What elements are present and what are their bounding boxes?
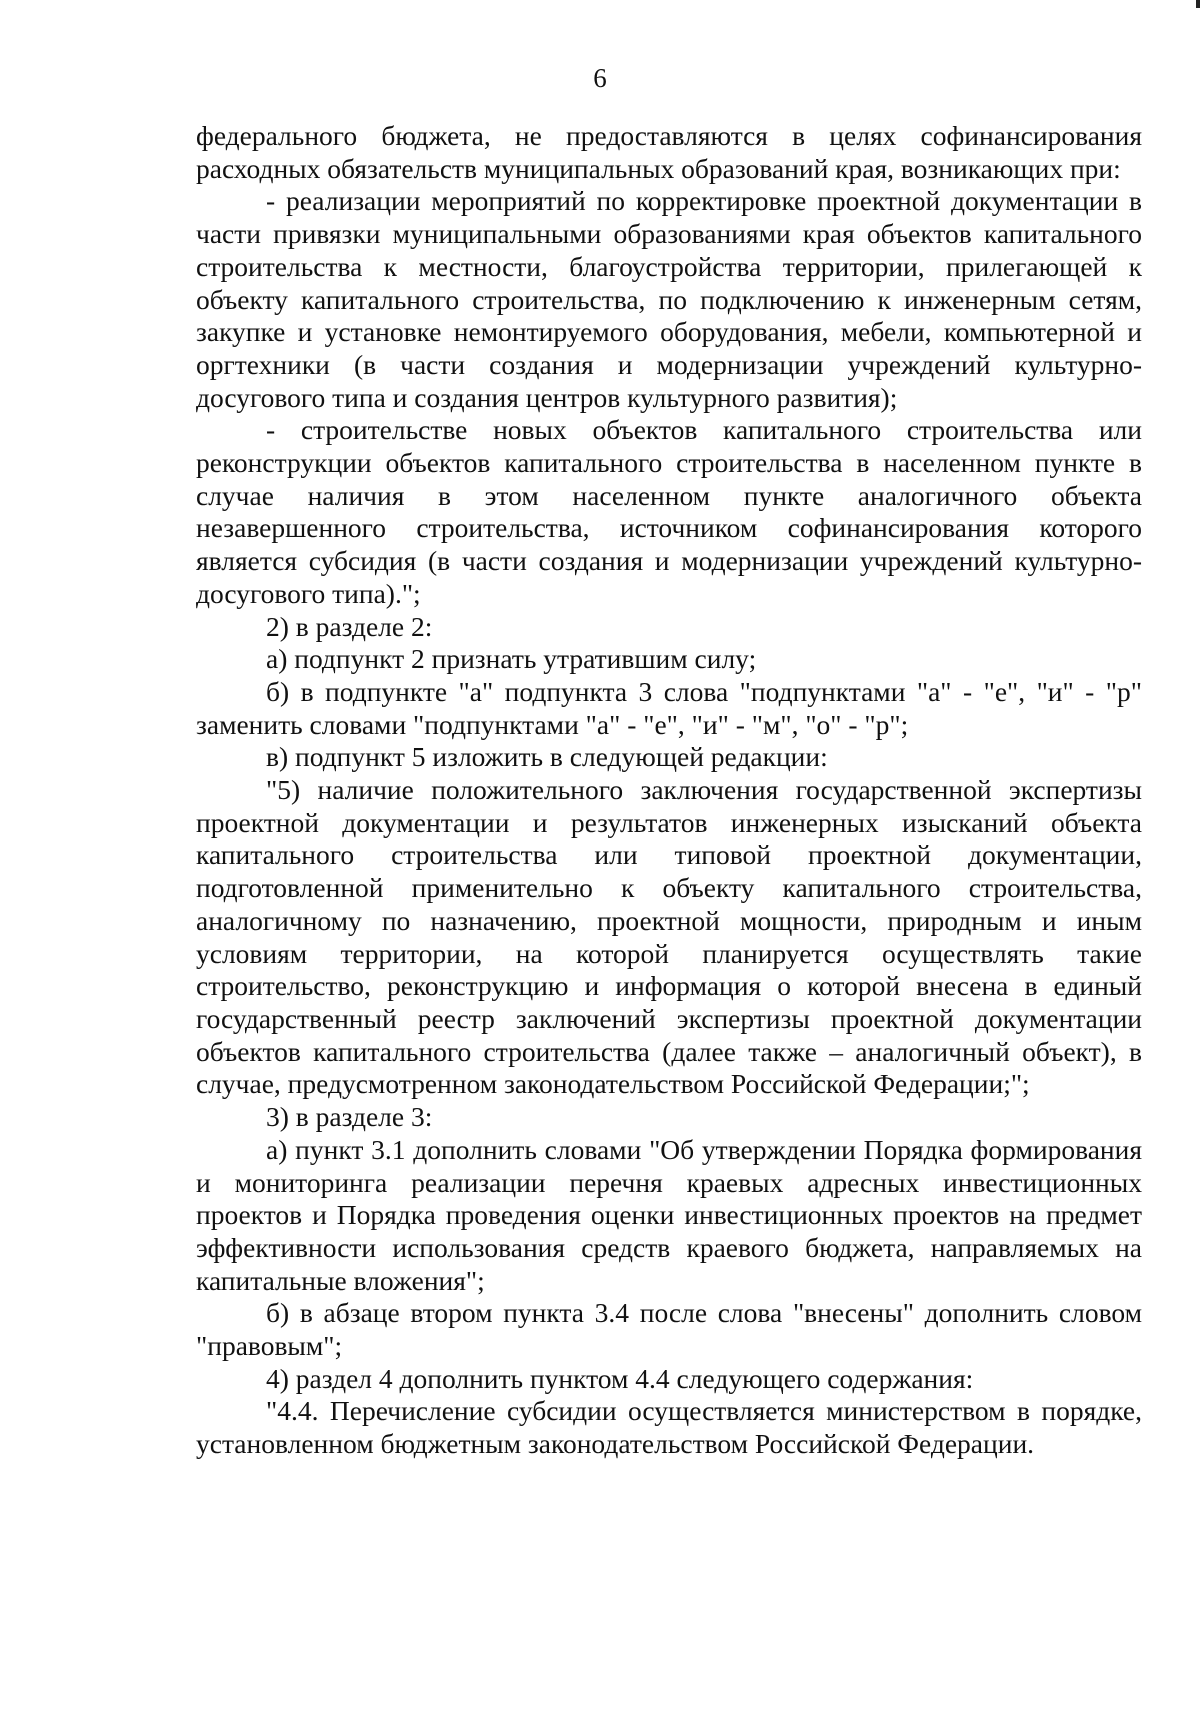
document-body [196, 120, 1142, 1461]
paragraph-sub-v: в) подпункт 5 изложить в следующей редакции: [266, 741, 828, 773]
paragraph-item-5: "5) наличие положительного заключения государственной экспертизы проектной документации и результатов инженерных изысканий объекта капитального строительства или типовой проектной документации, подготовленной применительно к объекту капитального строительства, аналогичному по назначению, проектной мощности, природным и иным условиям территории, на которой планируется осуществлять такие строительство, реконструкцию и информация о которой внесена в единый государственный реестр заключений экспертизы проектной документации объектов капитального строительства (далее также – аналогичный объект), в случае, предусмотренном законодательством Российской Федерации;"; [196, 774, 1142, 1100]
paragraph-list-item-construction: - строительстве новых объектов капитального строительства или реконструкции объектов капитального строительства в населенном пункте в случае наличия в этом населенном пункте аналогичного объекта незавершенного строительства, источником софинансирования которого является субсидия (в части создания и модернизации учреждений культурно-досугового типа)."; [196, 414, 1142, 609]
paragraph-item-4-4: "4.4. Перечисление субсидии осуществляется министерством в порядке, установленном бюджетным законодательством Российской Федерации. [196, 1395, 1142, 1460]
paragraph-intro: федерального бюджета, не предоставляются в целях софинансирования расходных обязательств муниципальных образований края, возникающих при: [196, 120, 1142, 184]
paragraph-section-3: 3) в разделе 3: [266, 1101, 433, 1133]
paragraph-section-3-a: а) пункт 3.1 дополнить словами "Об утверждении Порядка формирования и мониторинга реализации перечня краевых адресных инвестиционных проектов и Порядка проведения оценки инвестиционных проектов на предмет эффективности использования средств краевого бюджета, направляемых на капитальные вложения"; [196, 1133, 1142, 1296]
paragraph-section-4: 4) раздел 4 дополнить пунктом 4.4 следующего содержания: [266, 1362, 974, 1394]
paragraph-list-item-realization: - реализации мероприятий по корректировке проектной документации в части привязки муниципальными образованиями края объектов капитального строительства к местности, благоустройства территории, прилегающей к объекту капитального строительства, по подключению к инженерным сетям, закупке и установке немонтируемого оборудования, мебели, компьютерной и оргтехники (в части создания и модернизации учреждений культурно-досугового типа и создания центров культурного развития); [196, 185, 1142, 413]
scan-corner-mark [1196, 0, 1200, 8]
paragraph-section-2: 2) в разделе 2: [266, 610, 433, 642]
paragraph-section-3-b: б) в абзаце втором пункта 3.4 после слова "внесены" дополнить словом "правовым"; [196, 1297, 1142, 1362]
paragraph-sub-b: б) в подпункте "а" подпункта 3 слова "подпунктами "а" - "е", "и" - "р" заменить словами "подпунктами "а" - "е", "и" - "м", "о" - "р"; [196, 675, 1142, 740]
page-number: 6 [593, 63, 607, 93]
paragraph-sub-a: а) подпункт 2 признать утратившим силу; [266, 643, 757, 675]
